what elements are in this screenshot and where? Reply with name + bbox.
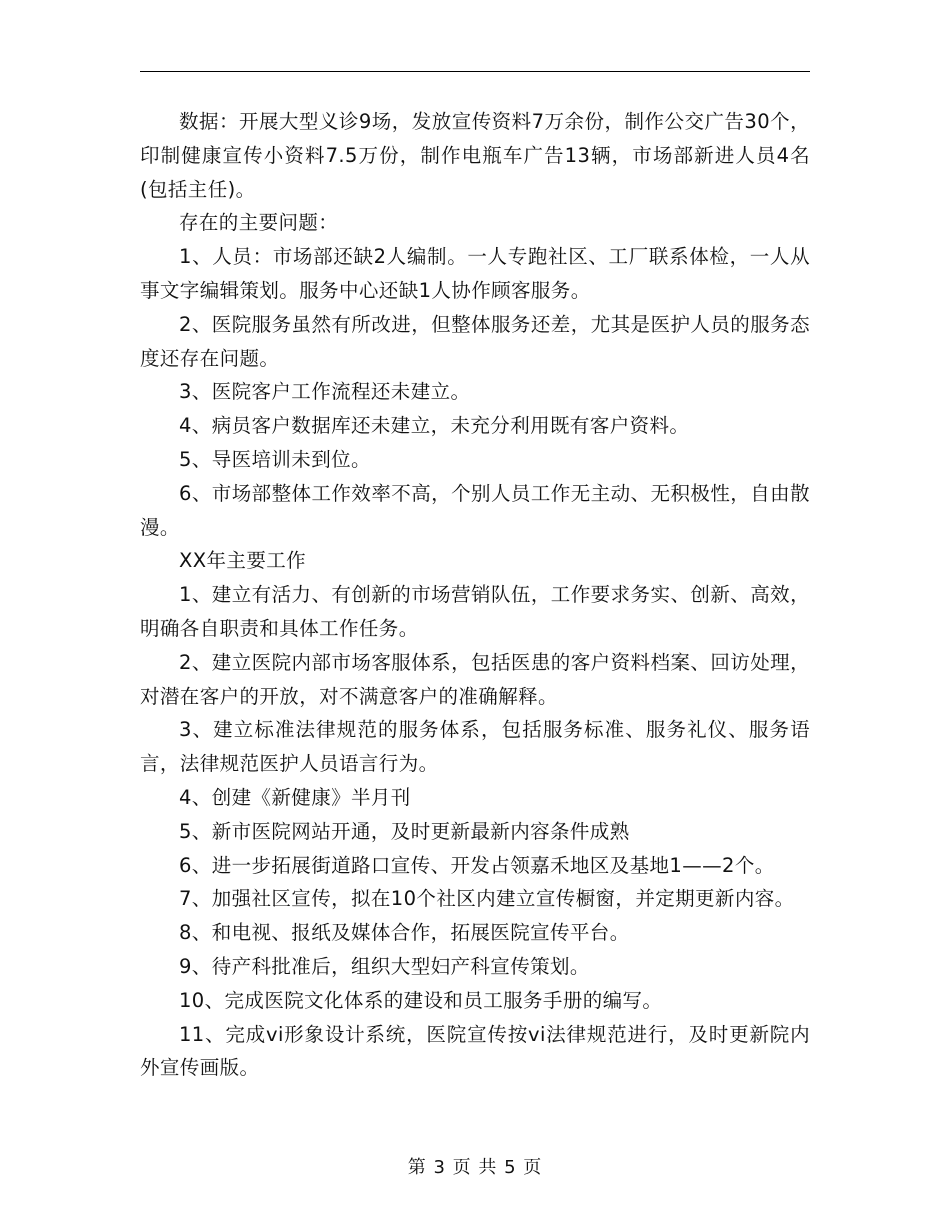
- paragraph-work-6: 6、进一步拓展街道路口宣传、开发占领嘉禾地区及基地1——2个。: [179, 853, 775, 877]
- page-number-footer: 第 3 页 共 5 页: [407, 1157, 543, 1178]
- paragraph-problems-heading: 存在的主要问题：: [179, 211, 339, 235]
- paragraph-work-10: 10、完成医院文化体系的建设和员工服务手册的编写。: [179, 988, 663, 1012]
- paragraph-data-summary: 数据：开展大型义诊9场，发放宣传资料7万余份，制作公交广告30个，印制健康宣传小资料7.5万份，制作电瓶车广告13辆，市场部新进人员4名(包括主任)。: [140, 110, 810, 201]
- paragraph-problem-1: 1、人员：市场部还缺2人编制。一人专跑社区、工厂联系体检，一人从事文字编辑策划。服务中心还缺1人协作顾客服务。: [140, 245, 810, 302]
- paragraph-work-heading: XX年主要工作: [179, 549, 307, 573]
- paragraph-work-1: 1、建立有活力、有创新的市场营销队伍，工作要求务实、创新、高效，明确各自职责和具体工作任务。: [140, 583, 810, 640]
- paragraph-work-3: 3、建立标准法律规范的服务体系，包括服务标准、服务礼仪、服务语言，法律规范医护人员语言行为。: [140, 718, 810, 776]
- document-body: [140, 105, 810, 1085]
- paragraph-work-2: 2、建立医院内部市场客服体系，包括医患的客户资料档案、回访处理，对潜在客户的开放，对不满意客户的准确解释。: [140, 650, 810, 708]
- paragraph-work-9: 9、待产科批准后，组织大型妇产科宣传策划。: [179, 954, 590, 978]
- paragraph-work-8: 8、和电视、报纸及媒体合作，拓展医院宣传平台。: [179, 921, 630, 945]
- header-rule: [140, 71, 810, 72]
- paragraph-problem-5: 5、导医培训未到位。: [179, 447, 371, 471]
- paragraph-work-5: 5、新市医院网站开通，及时更新最新内容条件成熟: [179, 819, 630, 843]
- paragraph-work-4: 4、创建《新健康》半月刊: [179, 785, 411, 809]
- paragraph-work-11: 11、完成vi形象设计系统，医院宣传按vi法律规范进行，及时更新院内外宣传画版。: [140, 1022, 810, 1080]
- paragraph-problem-3: 3、医院客户工作流程还未建立。: [179, 380, 471, 404]
- paragraph-problem-4: 4、病员客户数据库还未建立，未充分利用既有客户资料。: [179, 414, 690, 438]
- paragraph-work-7: 7、加强社区宣传，拟在10个社区内建立宣传橱窗，并定期更新内容。: [179, 887, 795, 911]
- paragraph-problem-2: 2、医院服务虽然有所改进，但整体服务还差，尤其是医护人员的服务态度还存在问题。: [140, 312, 810, 370]
- paragraph-problem-6: 6、市场部整体工作效率不高，个别人员工作无主动、无积极性，自由散漫。: [140, 481, 810, 539]
